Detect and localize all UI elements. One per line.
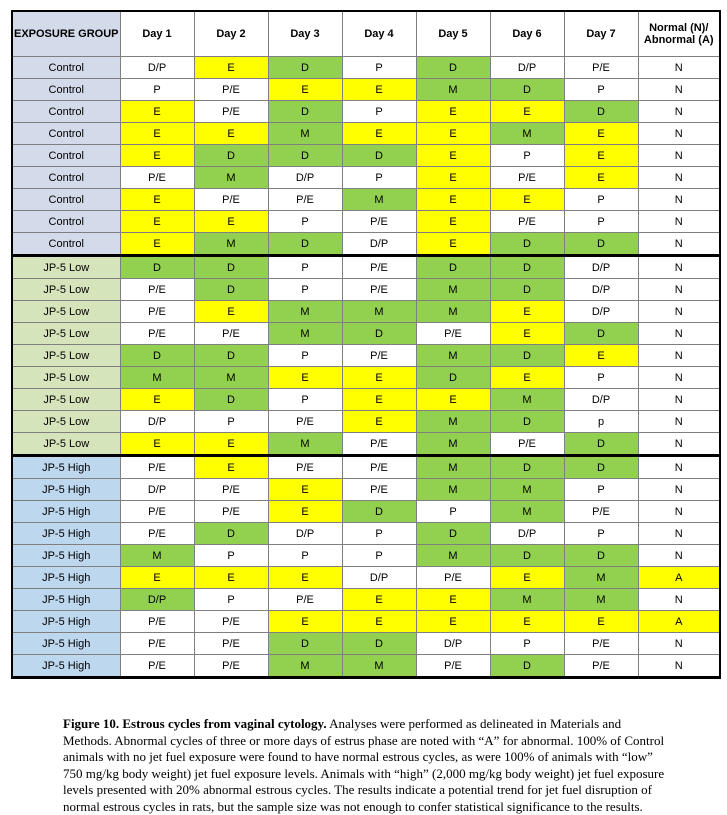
day7-phase-cell: D xyxy=(564,545,638,567)
day2-phase-cell: E xyxy=(194,211,268,233)
day3-phase-cell: D xyxy=(268,57,342,79)
day1-phase-cell: P/E xyxy=(120,167,194,189)
day6-phase-cell: E xyxy=(490,567,564,589)
day2-phase-cell: P xyxy=(194,589,268,611)
table-row-low xyxy=(12,323,720,345)
day2-phase-cell: D xyxy=(194,345,268,367)
day4-phase-cell: P xyxy=(342,545,416,567)
normal-abnormal-cell: N xyxy=(638,233,720,256)
exposure-group-cell: JP-5 Low xyxy=(12,345,120,367)
exposure-group-cell: Control xyxy=(12,123,120,145)
day2-phase-cell: P/E xyxy=(194,611,268,633)
day7-phase-cell: E xyxy=(564,123,638,145)
day6-phase-cell: P xyxy=(490,633,564,655)
estrous-cycle-table xyxy=(11,10,721,679)
normal-abnormal-cell: N xyxy=(638,57,720,79)
day7-phase-cell: P xyxy=(564,211,638,233)
day2-phase-cell: P/E xyxy=(194,189,268,211)
day7-phase-cell: D/P xyxy=(564,389,638,411)
day5-phase-cell: M xyxy=(416,279,490,301)
day7-phase-cell: E xyxy=(564,611,638,633)
day5-phase-cell: M xyxy=(416,456,490,479)
day7-phase-cell: D xyxy=(564,456,638,479)
day6-phase-cell: E xyxy=(490,189,564,211)
day3-phase-cell: E xyxy=(268,567,342,589)
day3-phase-cell: P/E xyxy=(268,589,342,611)
day7-phase-cell: E xyxy=(564,345,638,367)
day7-phase-cell: P/E xyxy=(564,57,638,79)
day3-phase-cell: D xyxy=(268,101,342,123)
day6-phase-cell: D/P xyxy=(490,523,564,545)
day1-phase-cell: E xyxy=(120,389,194,411)
day2-phase-cell: M xyxy=(194,233,268,256)
day2-phase-cell: P/E xyxy=(194,655,268,678)
day4-phase-cell: E xyxy=(342,589,416,611)
day4-phase-cell: E xyxy=(342,411,416,433)
day7-phase-cell: M xyxy=(564,589,638,611)
exposure-group-cell: Control xyxy=(12,145,120,167)
normal-abnormal-cell: N xyxy=(638,256,720,279)
normal-abnormal-cell: N xyxy=(638,301,720,323)
day6-phase-cell: M xyxy=(490,589,564,611)
table-row-control xyxy=(12,101,720,123)
day4-phase-cell: P/E xyxy=(342,456,416,479)
table-row-low xyxy=(12,345,720,367)
day1-phase-cell: P/E xyxy=(120,633,194,655)
day5-phase-cell: P/E xyxy=(416,567,490,589)
day2-phase-cell: M xyxy=(194,167,268,189)
day4-phase-cell: P xyxy=(342,167,416,189)
day5-phase-cell: E xyxy=(416,145,490,167)
day1-phase-cell: D/P xyxy=(120,411,194,433)
table-row-high xyxy=(12,611,720,633)
normal-abnormal-cell: N xyxy=(638,589,720,611)
caption-figure-title: Figure 10. Estrous cycles from vaginal cytology. xyxy=(63,716,327,731)
table-row-control xyxy=(12,123,720,145)
day6-phase-cell: D xyxy=(490,256,564,279)
day4-phase-cell: P/E xyxy=(342,279,416,301)
day4-phase-cell: M xyxy=(342,189,416,211)
day6-phase-cell: D xyxy=(490,655,564,678)
day3-phase-cell: E xyxy=(268,79,342,101)
normal-abnormal-cell: N xyxy=(638,323,720,345)
day5-phase-cell: D xyxy=(416,256,490,279)
day2-phase-cell: D xyxy=(194,256,268,279)
day7-phase-cell: P xyxy=(564,367,638,389)
normal-abnormal-cell: N xyxy=(638,167,720,189)
header-abnormal-line: Abnormal (A) xyxy=(643,34,714,46)
day3-phase-cell: D/P xyxy=(268,523,342,545)
day5-phase-cell: D/P xyxy=(416,633,490,655)
table-row-low xyxy=(12,279,720,301)
day1-phase-cell: E xyxy=(120,211,194,233)
exposure-group-cell: JP-5 High xyxy=(12,633,120,655)
day7-phase-cell: D/P xyxy=(564,279,638,301)
day4-phase-cell: P/E xyxy=(342,433,416,456)
header-normal-line: Normal (N)/ xyxy=(649,22,709,34)
exposure-group-cell: Control xyxy=(12,211,120,233)
normal-abnormal-cell: N xyxy=(638,279,720,301)
exposure-group-cell: JP-5 High xyxy=(12,523,120,545)
day6-phase-cell: M xyxy=(490,479,564,501)
exposure-group-cell: JP-5 High xyxy=(12,545,120,567)
normal-abnormal-cell: N xyxy=(638,345,720,367)
normal-abnormal-cell: N xyxy=(638,433,720,456)
day4-phase-cell: P/E xyxy=(342,256,416,279)
day1-phase-cell: P/E xyxy=(120,301,194,323)
day1-phase-cell: P xyxy=(120,79,194,101)
day5-phase-cell: M xyxy=(416,79,490,101)
day6-phase-cell: P/E xyxy=(490,433,564,456)
normal-abnormal-cell: N xyxy=(638,211,720,233)
table-row-low xyxy=(12,301,720,323)
table-row-control xyxy=(12,79,720,101)
table-row-high xyxy=(12,456,720,479)
day3-phase-cell: M xyxy=(268,123,342,145)
day1-phase-cell: M xyxy=(120,545,194,567)
day5-phase-cell: M xyxy=(416,479,490,501)
day4-phase-cell: E xyxy=(342,611,416,633)
exposure-group-cell: JP-5 High xyxy=(12,567,120,589)
day5-phase-cell: P/E xyxy=(416,323,490,345)
table-row-high xyxy=(12,655,720,678)
day3-phase-cell: P/E xyxy=(268,411,342,433)
day2-phase-cell: P/E xyxy=(194,479,268,501)
day2-phase-cell: E xyxy=(194,567,268,589)
day6-phase-cell: E xyxy=(490,301,564,323)
day1-phase-cell: D xyxy=(120,345,194,367)
exposure-group-cell: JP-5 High xyxy=(12,589,120,611)
day7-phase-cell: E xyxy=(564,167,638,189)
header-day-2: Day 2 xyxy=(194,11,268,57)
day4-phase-cell: E xyxy=(342,79,416,101)
day3-phase-cell: P xyxy=(268,256,342,279)
exposure-group-cell: JP-5 Low xyxy=(12,323,120,345)
day6-phase-cell: E xyxy=(490,367,564,389)
exposure-group-cell: Control xyxy=(12,79,120,101)
day1-phase-cell: D xyxy=(120,256,194,279)
day7-phase-cell: P/E xyxy=(564,633,638,655)
day4-phase-cell: D/P xyxy=(342,567,416,589)
day2-phase-cell: E xyxy=(194,57,268,79)
day1-phase-cell: D/P xyxy=(120,589,194,611)
day6-phase-cell: E xyxy=(490,323,564,345)
day2-phase-cell: E xyxy=(194,301,268,323)
day5-phase-cell: M xyxy=(416,545,490,567)
day5-phase-cell: P/E xyxy=(416,655,490,678)
day2-phase-cell: D xyxy=(194,389,268,411)
day6-phase-cell: D xyxy=(490,411,564,433)
day5-phase-cell: M xyxy=(416,433,490,456)
day2-phase-cell: E xyxy=(194,123,268,145)
day4-phase-cell: D/P xyxy=(342,233,416,256)
normal-abnormal-cell: N xyxy=(638,145,720,167)
day1-phase-cell: P/E xyxy=(120,523,194,545)
exposure-group-cell: Control xyxy=(12,167,120,189)
table-row-control xyxy=(12,211,720,233)
table-row-control xyxy=(12,189,720,211)
exposure-group-cell: Control xyxy=(12,189,120,211)
day4-phase-cell: P/E xyxy=(342,345,416,367)
day2-phase-cell: P/E xyxy=(194,101,268,123)
header-day-6: Day 6 xyxy=(490,11,564,57)
day3-phase-cell: M xyxy=(268,655,342,678)
day3-phase-cell: E xyxy=(268,501,342,523)
day7-phase-cell: p xyxy=(564,411,638,433)
header-row xyxy=(12,11,720,57)
exposure-group-cell: Control xyxy=(12,101,120,123)
day7-phase-cell: E xyxy=(564,145,638,167)
day2-phase-cell: P/E xyxy=(194,501,268,523)
exposure-group-cell: JP-5 High xyxy=(12,501,120,523)
day7-phase-cell: P/E xyxy=(564,655,638,678)
table-row-control xyxy=(12,145,720,167)
day4-phase-cell: M xyxy=(342,301,416,323)
day1-phase-cell: P/E xyxy=(120,501,194,523)
exposure-group-cell: JP-5 Low xyxy=(12,279,120,301)
day1-phase-cell: P/E xyxy=(120,655,194,678)
exposure-group-cell: Control xyxy=(12,57,120,79)
day3-phase-cell: D xyxy=(268,633,342,655)
day6-phase-cell: D/P xyxy=(490,57,564,79)
day4-phase-cell: D xyxy=(342,633,416,655)
normal-abnormal-cell: A xyxy=(638,567,720,589)
day4-phase-cell: E xyxy=(342,367,416,389)
table-row-control xyxy=(12,57,720,79)
normal-abnormal-cell: N xyxy=(638,523,720,545)
day3-phase-cell: P xyxy=(268,545,342,567)
day1-phase-cell: P/E xyxy=(120,323,194,345)
day3-phase-cell: E xyxy=(268,611,342,633)
normal-abnormal-cell: N xyxy=(638,189,720,211)
day7-phase-cell: M xyxy=(564,567,638,589)
day6-phase-cell: P/E xyxy=(490,167,564,189)
day6-phase-cell: P xyxy=(490,145,564,167)
exposure-group-cell: JP-5 High xyxy=(12,479,120,501)
day1-phase-cell: M xyxy=(120,367,194,389)
exposure-group-cell: JP-5 Low xyxy=(12,389,120,411)
day5-phase-cell: D xyxy=(416,523,490,545)
day5-phase-cell: E xyxy=(416,589,490,611)
day5-phase-cell: D xyxy=(416,367,490,389)
day1-phase-cell: P/E xyxy=(120,456,194,479)
normal-abnormal-cell: N xyxy=(638,479,720,501)
day1-phase-cell: E xyxy=(120,123,194,145)
header-day-3: Day 3 xyxy=(268,11,342,57)
header-exposure-group: EXPOSURE GROUP xyxy=(12,11,120,57)
day5-phase-cell: E xyxy=(416,123,490,145)
normal-abnormal-cell: N xyxy=(638,501,720,523)
figure-caption xyxy=(63,716,667,815)
day6-phase-cell: E xyxy=(490,101,564,123)
normal-abnormal-cell: N xyxy=(638,411,720,433)
day4-phase-cell: P xyxy=(342,101,416,123)
day7-phase-cell: D xyxy=(564,323,638,345)
day5-phase-cell: M xyxy=(416,301,490,323)
exposure-group-cell: JP-5 High xyxy=(12,655,120,678)
exposure-group-cell: JP-5 Low xyxy=(12,301,120,323)
day2-phase-cell: D xyxy=(194,145,268,167)
normal-abnormal-cell: A xyxy=(638,611,720,633)
day6-phase-cell: M xyxy=(490,501,564,523)
day7-phase-cell: D/P xyxy=(564,256,638,279)
day5-phase-cell: E xyxy=(416,189,490,211)
day1-phase-cell: E xyxy=(120,433,194,456)
day2-phase-cell: P/E xyxy=(194,633,268,655)
day5-phase-cell: E xyxy=(416,101,490,123)
day5-phase-cell: M xyxy=(416,411,490,433)
day7-phase-cell: P xyxy=(564,189,638,211)
exposure-group-cell: JP-5 Low xyxy=(12,367,120,389)
day6-phase-cell: P/E xyxy=(490,211,564,233)
normal-abnormal-cell: N xyxy=(638,633,720,655)
day2-phase-cell: D xyxy=(194,523,268,545)
day6-phase-cell: D xyxy=(490,279,564,301)
day3-phase-cell: D/P xyxy=(268,167,342,189)
header-day-7: Day 7 xyxy=(564,11,638,57)
day2-phase-cell: M xyxy=(194,367,268,389)
day7-phase-cell: D/P xyxy=(564,301,638,323)
day7-phase-cell: P xyxy=(564,479,638,501)
day3-phase-cell: M xyxy=(268,301,342,323)
day2-phase-cell: P xyxy=(194,545,268,567)
table-row-high xyxy=(12,633,720,655)
header-day-1: Day 1 xyxy=(120,11,194,57)
normal-abnormal-cell: N xyxy=(638,456,720,479)
day3-phase-cell: P xyxy=(268,345,342,367)
exposure-group-cell: JP-5 High xyxy=(12,611,120,633)
day1-phase-cell: D/P xyxy=(120,479,194,501)
header-day-4: Day 4 xyxy=(342,11,416,57)
day5-phase-cell: E xyxy=(416,389,490,411)
day2-phase-cell: P/E xyxy=(194,323,268,345)
day4-phase-cell: E xyxy=(342,389,416,411)
table-row-high xyxy=(12,567,720,589)
table-row-high xyxy=(12,545,720,567)
day2-phase-cell: D xyxy=(194,279,268,301)
day5-phase-cell: E xyxy=(416,611,490,633)
table-row-low xyxy=(12,256,720,279)
day7-phase-cell: D xyxy=(564,101,638,123)
day1-phase-cell: E xyxy=(120,189,194,211)
day1-phase-cell: E xyxy=(120,145,194,167)
exposure-group-cell: JP-5 Low xyxy=(12,411,120,433)
day3-phase-cell: D xyxy=(268,145,342,167)
normal-abnormal-cell: N xyxy=(638,545,720,567)
exposure-group-cell: JP-5 Low xyxy=(12,433,120,456)
day6-phase-cell: D xyxy=(490,456,564,479)
normal-abnormal-cell: N xyxy=(638,655,720,678)
day6-phase-cell: M xyxy=(490,389,564,411)
day6-phase-cell: D xyxy=(490,233,564,256)
day7-phase-cell: P/E xyxy=(564,501,638,523)
day5-phase-cell: E xyxy=(416,211,490,233)
normal-abnormal-cell: N xyxy=(638,101,720,123)
day5-phase-cell: P xyxy=(416,501,490,523)
day4-phase-cell: D xyxy=(342,323,416,345)
day3-phase-cell: M xyxy=(268,433,342,456)
day4-phase-cell: M xyxy=(342,655,416,678)
normal-abnormal-cell: N xyxy=(638,367,720,389)
day5-phase-cell: D xyxy=(416,57,490,79)
day3-phase-cell: P xyxy=(268,211,342,233)
day4-phase-cell: P/E xyxy=(342,479,416,501)
day7-phase-cell: P xyxy=(564,79,638,101)
day4-phase-cell: P/E xyxy=(342,211,416,233)
exposure-group-cell: JP-5 High xyxy=(12,456,120,479)
day3-phase-cell: M xyxy=(268,323,342,345)
day6-phase-cell: D xyxy=(490,545,564,567)
table-row-low xyxy=(12,433,720,456)
day2-phase-cell: E xyxy=(194,433,268,456)
day6-phase-cell: M xyxy=(490,123,564,145)
day6-phase-cell: D xyxy=(490,79,564,101)
day1-phase-cell: P/E xyxy=(120,611,194,633)
table-row-low xyxy=(12,389,720,411)
header-day-5: Day 5 xyxy=(416,11,490,57)
day3-phase-cell: E xyxy=(268,479,342,501)
day3-phase-cell: P xyxy=(268,279,342,301)
day7-phase-cell: P xyxy=(564,523,638,545)
normal-abnormal-cell: N xyxy=(638,123,720,145)
day1-phase-cell: P/E xyxy=(120,279,194,301)
table-row-control xyxy=(12,167,720,189)
day5-phase-cell: E xyxy=(416,233,490,256)
table-row-high xyxy=(12,479,720,501)
header-normal-abnormal xyxy=(638,11,720,57)
day5-phase-cell: E xyxy=(416,167,490,189)
table-row-low xyxy=(12,367,720,389)
day2-phase-cell: E xyxy=(194,456,268,479)
normal-abnormal-cell: N xyxy=(638,389,720,411)
table-row-high xyxy=(12,501,720,523)
day4-phase-cell: P xyxy=(342,523,416,545)
day2-phase-cell: P xyxy=(194,411,268,433)
table-row-low xyxy=(12,411,720,433)
day5-phase-cell: M xyxy=(416,345,490,367)
day1-phase-cell: E xyxy=(120,101,194,123)
day3-phase-cell: P/E xyxy=(268,456,342,479)
table-row-high xyxy=(12,589,720,611)
day4-phase-cell: E xyxy=(342,123,416,145)
day1-phase-cell: D/P xyxy=(120,57,194,79)
day2-phase-cell: P/E xyxy=(194,79,268,101)
exposure-group-cell: Control xyxy=(12,233,120,256)
day4-phase-cell: D xyxy=(342,145,416,167)
day4-phase-cell: D xyxy=(342,501,416,523)
day7-phase-cell: D xyxy=(564,433,638,456)
table-row-control xyxy=(12,233,720,256)
normal-abnormal-cell: N xyxy=(638,79,720,101)
table-row-high xyxy=(12,523,720,545)
day3-phase-cell: P xyxy=(268,389,342,411)
day6-phase-cell: E xyxy=(490,611,564,633)
day3-phase-cell: E xyxy=(268,367,342,389)
day1-phase-cell: E xyxy=(120,233,194,256)
day3-phase-cell: P/E xyxy=(268,189,342,211)
day6-phase-cell: D xyxy=(490,345,564,367)
day3-phase-cell: D xyxy=(268,233,342,256)
caption-body-text: Analyses were performed as delineated in Materials and Methods. Abnormal cycles of three or more days of estrus phase are noted with “A” for abnormal. 100% of Control animals with no jet fuel exposure were found to have normal estrous cycles, as were 100% of animals with “low” 750 mg/kg body weight) jet fuel exposure levels. Animals with “high” (2,000 mg/kg body weight) jet fuel exposure levels presented with 20% abnormal estrous cycles. The results indicate a potential trend for jet fuel disruption of normal estrous cycles in rats, but the sample size was not enough to confer statistical significance to the results. xyxy=(63,716,665,814)
day4-phase-cell: P xyxy=(342,57,416,79)
day7-phase-cell: D xyxy=(564,233,638,256)
day1-phase-cell: E xyxy=(120,567,194,589)
exposure-group-cell: JP-5 Low xyxy=(12,256,120,279)
